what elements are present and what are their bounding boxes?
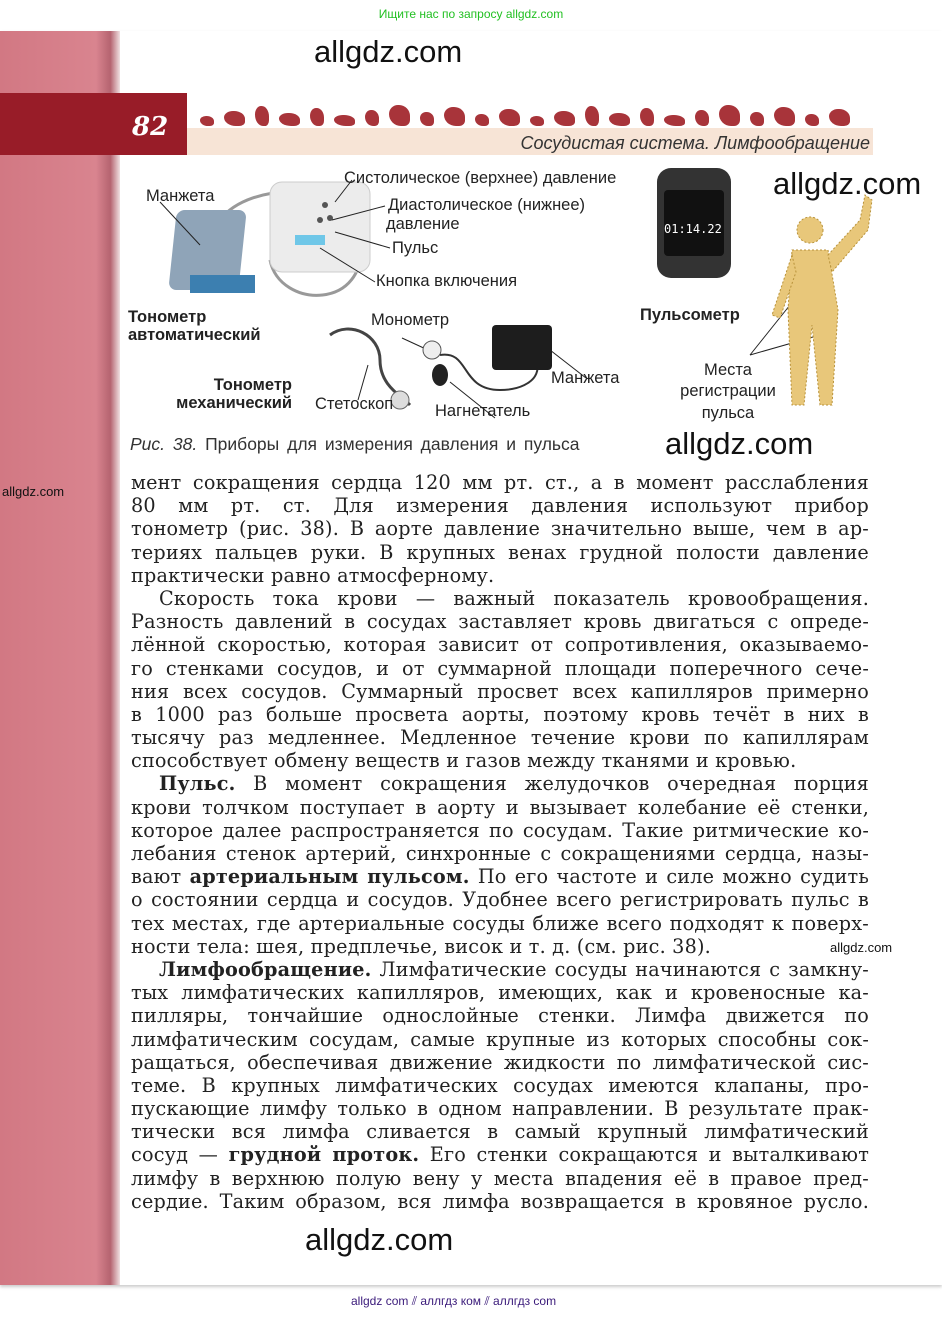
text-segment: Лимфатические сосуды начинаются с замкну- [371,957,869,981]
text-line: тонометр (рис. 38). В аорте давление значительно выше, чем в ар- [131,517,869,541]
animal-silhouette-icon [389,105,410,126]
text-line [131,865,869,888]
text-line: пилляры, тончайшие однослойные стенки. Лимфа движется по [131,1004,869,1028]
text-line: го стенками сосудов, и от суммарной площади поперечного сече- [131,656,869,680]
text-line: тически вся лимфа сливается в самый крупный лимфатический [131,1120,869,1144]
watermark: allgdz.com [314,34,463,69]
page-number: 82 [132,112,169,142]
watch-time: 01:14.22 [664,222,722,236]
text-line: тысячу раз медленнее. Медленное течение крови по капиллярам [131,726,869,750]
text-line [131,772,869,795]
animal-silhouette-icon [829,109,850,126]
text-line: в 1000 раз больше просвета аорты, поэтому кровь течёт в них в [131,702,869,726]
label-pulse-sites-2: регистрации [680,382,776,400]
text-line: лебания стенок артерий, синхронные с сокращениями сердца, назы- [131,842,869,865]
animal-silhouette-icon [719,105,740,126]
watermark-small: allgdz.com [830,940,893,955]
caption-number: Рис. 38. [130,434,198,454]
text-segment: По его частоте и силе можно судить [469,865,869,889]
label-pulse-sites-3: пульса [701,404,755,422]
text-segment: сосуд — [131,1143,229,1167]
watermark-small: allgdz.com [2,484,65,499]
text-line: териях пальцев руки. В крупных венах грудной полости давление [131,540,869,564]
watermark: allgdz.com [773,166,922,201]
text-line: ности тела: шея, предплечье, висок и т. д. (см. рис. 38). [131,934,711,958]
text-line: Разность давлений в сосудах заставляет кровь двигаться с опреде- [131,610,869,634]
animal-silhouette-icon [499,109,520,126]
label-pulse-sites: Места [704,361,752,379]
page-edge-strip [0,31,120,1285]
label-systolic: Систолическое (верхнее) давление [344,169,617,187]
animal-silhouette-icon [664,115,685,126]
label-cuff-mech: Манжета [551,369,620,387]
label-pulse: Пульс [392,239,439,257]
text-line: лимфу в верхнюю полую вену у места впадения её в правое пред- [131,1166,869,1190]
animal-silhouette-icon [640,108,654,126]
animal-silhouette-icon [224,111,245,126]
animal-silhouette-icon [609,113,630,126]
text-line [131,1143,869,1166]
label-cuff-auto: Манжета [146,187,215,205]
text-line: крови толчком поступает в аорту и вызывает колебание её стенки, [131,795,869,819]
bold-term: грудной проток. [228,1143,420,1167]
animal-silhouette-icon [444,107,465,126]
label-pulsometer: Пульсометр [640,306,740,324]
animal-silhouette-icon [585,106,599,126]
text-line: теме. В крупных лимфатических сосудах имеются клапаны, про- [131,1073,869,1097]
animal-silhouette-icon [530,116,544,126]
animal-silhouette-icon [774,107,795,126]
animal-silhouette-icon [750,112,764,126]
text-segment: вают [131,865,190,889]
animal-silhouette-icon [475,114,489,126]
label-stethoscope: Стетоскоп [315,395,394,413]
label-bulb: Нагнетатель [435,402,531,420]
bold-term: Пульс. [159,772,236,796]
label-auto-tonometer: Тонометр [128,308,207,326]
label-diastolic: Диастолическое (нижнее) [388,196,586,214]
running-title: Сосудистая система. Лимфообращение [520,133,870,153]
label-auto-tonometer-2: автоматический [128,326,261,344]
text-line: лимфатическим сосудам, самые крупные из которых способны сок- [131,1027,869,1051]
text-line: ращаться, обеспечивая движение жидкости по лимфатической сис- [131,1050,869,1074]
body-text [131,471,869,1213]
caption-text: Приборы для измерения давления и пульса [205,434,580,454]
label-power-button: Кнопка включения [376,272,518,290]
top-search-note: Ищите нас по запросу allgdz.com [378,7,564,21]
text-line: пускающие лимфу только в одном направлении. В результате прак- [131,1097,869,1121]
animal-silhouette-icon [695,110,709,126]
text-line: которое далее распространяется по сосудам. Такие ритмические ко- [131,818,869,842]
label-mech-tonometer: Тонометр [213,376,292,394]
text-segment: Его стенки сокращаются и выталкивают [419,1143,870,1167]
animal-silhouette-icon [805,114,819,126]
watermark: allgdz.com [305,1222,454,1257]
text-line: тых лимфатических капилляров, имеющих, как и кровеносные ка- [131,981,869,1005]
text-line [131,958,869,981]
animal-silhouette-icon [310,108,324,126]
bold-term: Лимфообращение. [159,957,372,981]
text-line: практически равно атмосферному. [131,563,495,587]
animal-silhouettes-decoration [200,100,850,126]
animal-silhouette-icon [200,116,214,126]
figure-caption [130,434,580,455]
animal-silhouette-icon [334,115,355,126]
text-line: Скорость тока крови — важный показатель кровообращения. [159,586,869,610]
text-line: 80 мм рт. ст. Для измерения давления используют прибор [131,494,869,518]
watermark: allgdz.com [665,426,814,461]
text-line: лённой скоростью, которая зависит от сопротивления, оказываемо- [131,633,869,657]
text-segment: В момент сокращения желудочков очередная порция [235,772,869,796]
bold-term: артериальным пульсом. [189,865,470,889]
label-mech-tonometer-2: механический [176,394,292,412]
animal-silhouette-icon [279,113,300,126]
animal-silhouette-icon [365,110,379,126]
footer-links: allgdz com ⫽ аллгдз ком ⫽ аллгдз com [351,1294,557,1308]
text-line: способствует обмену веществ и газов между тканями и кровью. [131,749,797,773]
text-line: мент сокращения сердца 120 мм рт. ст., а в момент расслабления [131,471,869,494]
animal-silhouette-icon [554,111,575,126]
animal-silhouette-icon [420,112,434,126]
label-manometer: Монометр [371,311,450,329]
label-diastolic-2: давление [386,215,460,233]
animal-silhouette-icon [255,106,269,126]
text-line: тех местах, где артериальные сосуды ближе всего подходят к поверх- [131,911,869,935]
text-line: ния всех сосудов. Суммарный просвет всех капилляров примерно [131,679,869,703]
text-line: сердие. Таким образом, вся лимфа возвращается в кровяное русло. [131,1189,869,1213]
text-line: о состоянии сердца и сосудов. Удобнее всего регистрировать пульс в [131,888,869,912]
